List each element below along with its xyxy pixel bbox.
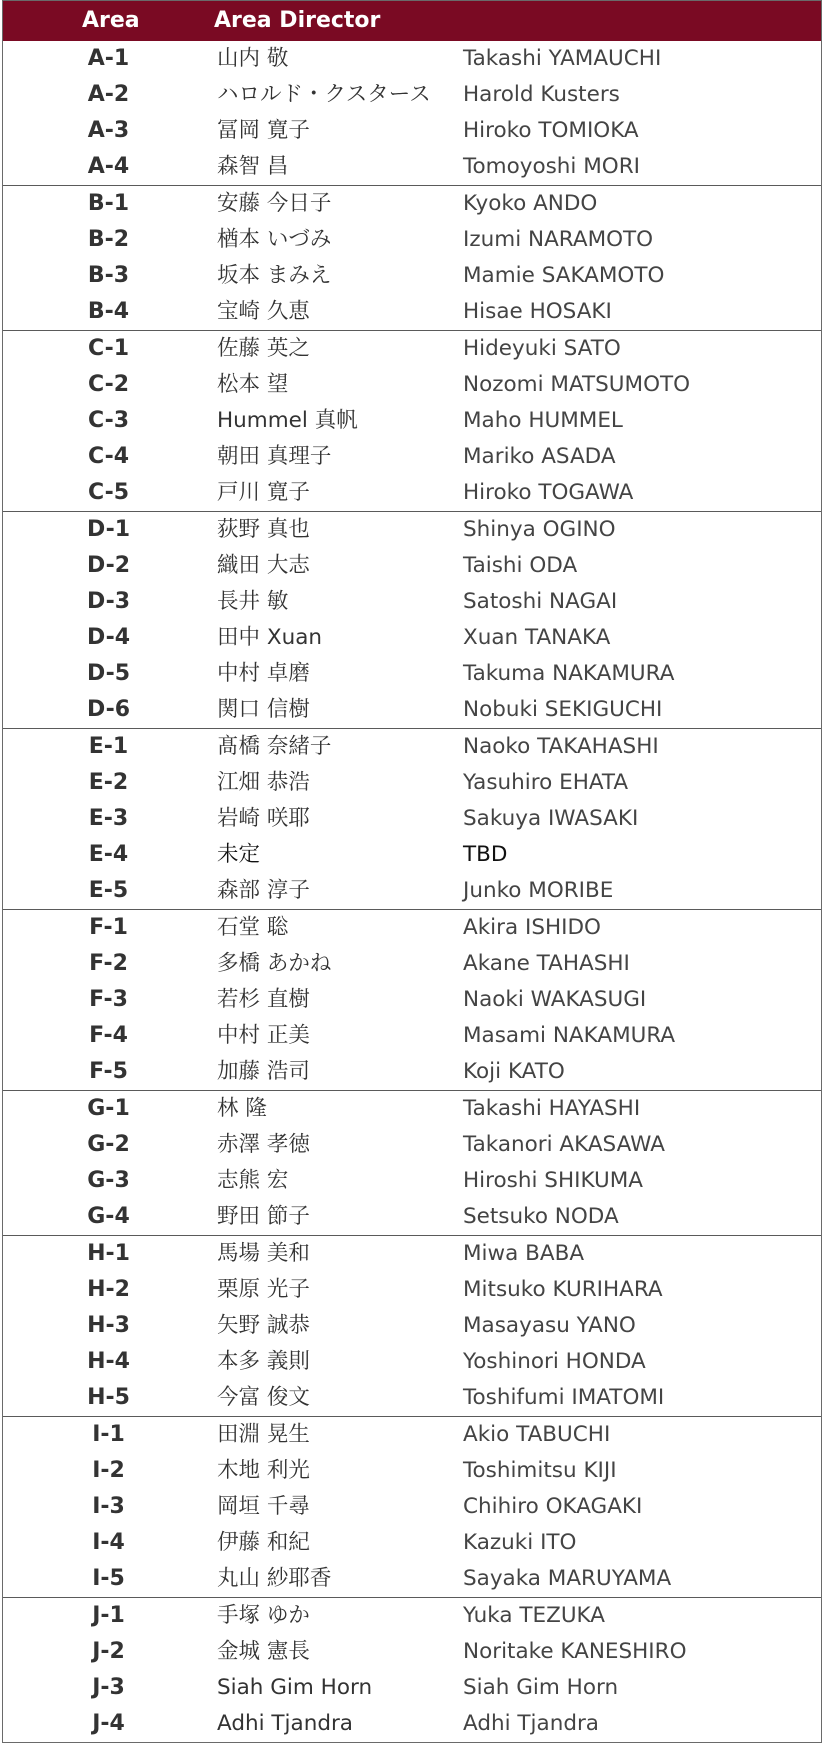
table-row (3, 1380, 821, 1416)
director-name-japanese: 朝田 真理子 (217, 444, 332, 469)
director-name-english: Akio TABUCHI (463, 1422, 611, 1447)
table-row (3, 41, 821, 77)
director-name-japanese: 岩崎 咲耶 (217, 806, 310, 831)
director-name-english: Hisae HOSAKI (463, 299, 612, 324)
table-row (3, 512, 821, 548)
table-row (3, 331, 821, 367)
area-code: I-3 (92, 1494, 125, 1519)
director-name-japanese: 伊藤 和紀 (217, 1530, 310, 1555)
area-code: E-2 (88, 770, 129, 795)
director-name-english: Setsuko NODA (463, 1204, 619, 1229)
director-name-english: Shinya OGINO (463, 517, 616, 542)
table-row (3, 186, 821, 222)
director-name-english: Mariko ASADA (463, 444, 616, 469)
director-name-english: Toshimitsu KIJI (463, 1458, 617, 1483)
table-row (3, 692, 821, 728)
table-row (3, 1417, 821, 1453)
table-row (3, 1018, 821, 1054)
director-name-english: Tomoyoshi MORI (463, 154, 640, 179)
table-row (3, 77, 821, 113)
area-group (3, 1416, 821, 1597)
table-row (3, 1127, 821, 1163)
area-code: I-4 (92, 1530, 125, 1555)
area-group (3, 41, 821, 185)
area-code: D-5 (86, 661, 131, 686)
director-name-english: Adhi Tjandra (463, 1711, 599, 1736)
director-name-japanese: 金城 憲長 (217, 1639, 310, 1664)
director-name-english: Yoshinori HONDA (463, 1349, 646, 1374)
area-code: E-4 (88, 842, 129, 867)
area-director-table (2, 0, 822, 1743)
director-name-japanese: 田中 Xuan (217, 625, 322, 650)
director-name-english: Naoki WAKASUGI (463, 987, 647, 1012)
area-code: A-4 (87, 154, 130, 179)
table-row (3, 620, 821, 656)
table-row (3, 1489, 821, 1525)
area-group (3, 728, 821, 909)
area-code: B-1 (87, 191, 130, 216)
director-name-english: Izumi NARAMOTO (463, 227, 654, 252)
table-body (3, 41, 821, 1742)
director-name-english: Mamie SAKAMOTO (463, 263, 665, 288)
area-code: B-2 (87, 227, 130, 252)
table-row (3, 403, 821, 439)
director-name-english: Masayasu YANO (463, 1313, 636, 1338)
director-name-japanese: 坂本 まみえ (217, 263, 332, 288)
area-code: H-4 (87, 1349, 130, 1374)
area-code: D-2 (86, 553, 131, 578)
table-row (3, 294, 821, 330)
area-code: F-2 (89, 951, 128, 976)
area-code: A-2 (87, 82, 130, 107)
table-row (3, 873, 821, 909)
area-code: H-3 (87, 1313, 130, 1338)
area-code: B-4 (87, 299, 130, 324)
area-code: I-5 (92, 1566, 125, 1591)
director-name-japanese: 森部 淳子 (217, 878, 310, 903)
area-group (3, 511, 821, 728)
area-code: E-5 (88, 878, 129, 903)
director-name-english: Toshifumi IMATOMI (463, 1385, 665, 1410)
area-group (3, 909, 821, 1090)
table-row (3, 1163, 821, 1199)
director-name-japanese: 矢野 誠恭 (217, 1313, 310, 1338)
director-name-japanese: 志熊 宏 (217, 1168, 289, 1193)
director-name-english: Nobuki SEKIGUCHI (463, 697, 663, 722)
table-row (3, 729, 821, 765)
table-row (3, 1670, 821, 1706)
area-group (3, 1235, 821, 1416)
director-name-english: Hideyuki SATO (463, 336, 621, 361)
table-row (3, 1525, 821, 1561)
area-code: J-3 (92, 1675, 125, 1700)
area-code: H-1 (87, 1241, 130, 1266)
director-name-japanese: 栗原 光子 (217, 1277, 310, 1302)
table-row (3, 584, 821, 620)
area-code: D-6 (86, 697, 131, 722)
director-name-japanese: 加藤 浩司 (217, 1059, 310, 1084)
table-row (3, 439, 821, 475)
director-name-japanese: 宝崎 久恵 (217, 299, 310, 324)
area-code: E-3 (88, 806, 129, 831)
area-code: J-2 (92, 1639, 125, 1664)
director-name-english: Hiroshi SHIKUMA (463, 1168, 643, 1193)
director-name-english: Sakuya IWASAKI (463, 806, 639, 831)
table-row (3, 548, 821, 584)
area-code: C-5 (87, 480, 130, 505)
director-name-english: Nozomi MATSUMOTO (463, 372, 691, 397)
area-code: F-1 (89, 915, 128, 940)
director-name-japanese: 赤澤 孝徳 (217, 1132, 310, 1157)
header-area-label: Area (82, 8, 140, 33)
director-name-english: TBD (463, 842, 508, 867)
director-name-english: Hiroko TOMIOKA (463, 118, 639, 143)
area-code: G-2 (87, 1132, 130, 1157)
director-name-english: Masami NAKAMURA (463, 1023, 676, 1048)
director-name-japanese: Hummel 真帆 (217, 408, 358, 433)
director-name-english: Siah Gim Horn (463, 1675, 619, 1700)
table-row (3, 1706, 821, 1742)
director-name-japanese: ハロルド・クスタース (217, 82, 431, 107)
director-name-english: Akane TAHASHI (463, 951, 630, 976)
director-name-japanese: 安藤 今日子 (217, 191, 332, 216)
director-name-japanese: 楢本 いづみ (217, 227, 332, 252)
table-row (3, 837, 821, 873)
table-row (3, 113, 821, 149)
area-code: G-1 (87, 1096, 130, 1121)
area-group (3, 330, 821, 511)
table-row (3, 1091, 821, 1127)
table-row (3, 1236, 821, 1272)
area-code: F-3 (89, 987, 128, 1012)
director-name-english: Xuan TANAKA (463, 625, 611, 650)
area-code: C-2 (87, 372, 130, 397)
area-code: H-5 (87, 1385, 130, 1410)
director-name-japanese: 林 隆 (217, 1096, 267, 1121)
area-code: D-4 (86, 625, 131, 650)
director-name-japanese: 未定 (217, 842, 261, 867)
director-name-english: Takuma NAKAMURA (463, 661, 675, 686)
area-code: F-4 (89, 1023, 128, 1048)
director-name-japanese: 長井 敏 (217, 589, 289, 614)
director-name-english: Kazuki ITO (463, 1530, 577, 1555)
director-name-english: Naoko TAKAHASHI (463, 734, 659, 759)
director-name-japanese: 山内 敬 (217, 46, 289, 71)
table-row (3, 656, 821, 692)
area-code: D-3 (86, 589, 131, 614)
director-name-japanese: 佐藤 英之 (217, 336, 310, 361)
area-code: J-1 (92, 1603, 125, 1628)
table-row (3, 1054, 821, 1090)
director-name-japanese: 田淵 晃生 (217, 1422, 310, 1447)
director-name-japanese: 手塚 ゆか (217, 1603, 310, 1628)
director-name-english: Yuka TEZUKA (463, 1603, 605, 1628)
area-group (3, 185, 821, 330)
table-row (3, 1272, 821, 1308)
area-code: G-3 (87, 1168, 130, 1193)
area-code: G-4 (87, 1204, 130, 1229)
area-code: A-3 (87, 118, 130, 143)
table-row (3, 1199, 821, 1235)
director-name-english: Harold Kusters (463, 82, 620, 107)
director-name-japanese: 今富 俊文 (217, 1385, 310, 1410)
director-name-english: Takanori AKASAWA (463, 1132, 665, 1157)
area-code: C-3 (87, 408, 130, 433)
director-name-japanese: 丸山 紗耶香 (217, 1566, 332, 1591)
director-name-english: Chihiro OKAGAKI (463, 1494, 643, 1519)
table-row (3, 801, 821, 837)
area-code: C-4 (87, 444, 130, 469)
area-code: F-5 (89, 1059, 128, 1084)
table-row (3, 982, 821, 1018)
director-name-english: Maho HUMMEL (463, 408, 623, 433)
area-group (3, 1597, 821, 1742)
director-name-english: Koji KATO (463, 1059, 565, 1084)
table-row (3, 1598, 821, 1634)
table-row (3, 222, 821, 258)
director-name-japanese: 荻野 真也 (217, 517, 310, 542)
director-name-english: Sayaka MARUYAMA (463, 1566, 672, 1591)
director-name-japanese: 関口 信樹 (217, 697, 310, 722)
area-code: E-1 (88, 734, 129, 759)
director-name-japanese: 野田 節子 (217, 1204, 310, 1229)
director-name-english: Hiroko TOGAWA (463, 480, 634, 505)
director-name-japanese: Adhi Tjandra (217, 1711, 353, 1736)
table-row (3, 910, 821, 946)
area-code: D-1 (86, 517, 131, 542)
director-name-english: Miwa BABA (463, 1241, 585, 1266)
director-name-english: Takashi HAYASHI (463, 1096, 641, 1121)
area-code: B-3 (87, 263, 130, 288)
area-group (3, 1090, 821, 1235)
director-name-japanese: 多橋 あかね (217, 951, 332, 976)
table-row (3, 258, 821, 294)
director-name-japanese: 森智 昌 (217, 154, 289, 179)
director-name-japanese: 冨岡 寛子 (217, 118, 310, 143)
table-row (3, 1634, 821, 1670)
director-name-japanese: 岡垣 千尋 (217, 1494, 310, 1519)
table-row (3, 367, 821, 403)
director-name-english: Mitsuko KURIHARA (463, 1277, 663, 1302)
director-name-japanese: 本多 義則 (217, 1349, 310, 1374)
director-name-japanese: 馬場 美和 (217, 1241, 310, 1266)
table-row (3, 946, 821, 982)
director-name-japanese: Siah Gim Horn (217, 1675, 373, 1700)
table-row (3, 1344, 821, 1380)
area-code: C-1 (87, 336, 130, 361)
director-name-english: Akira ISHIDO (463, 915, 601, 940)
director-name-japanese: 中村 正美 (217, 1023, 310, 1048)
director-name-english: Kyoko ANDO (463, 191, 598, 216)
area-code: H-2 (87, 1277, 130, 1302)
table-header (3, 1, 821, 41)
table-row (3, 149, 821, 185)
area-code: J-4 (92, 1711, 125, 1736)
table-row (3, 1561, 821, 1597)
director-name-japanese: 若杉 直樹 (217, 987, 310, 1012)
director-name-japanese: 木地 利光 (217, 1458, 310, 1483)
table-row (3, 475, 821, 511)
table-row (3, 1308, 821, 1344)
table-row (3, 1453, 821, 1489)
director-name-japanese: 髙橋 奈緒子 (217, 734, 332, 759)
header-director-label: Area Director (214, 8, 381, 33)
area-code: I-2 (92, 1458, 125, 1483)
director-name-japanese: 中村 卓磨 (217, 661, 310, 686)
director-name-japanese: 戸川 寛子 (217, 480, 310, 505)
table-row (3, 765, 821, 801)
director-name-english: Noritake KANESHIRO (463, 1639, 687, 1664)
director-name-english: Junko MORIBE (463, 878, 614, 903)
director-name-japanese: 江畑 恭浩 (217, 770, 310, 795)
area-code: A-1 (87, 46, 130, 71)
director-name-japanese: 織田 大志 (217, 553, 310, 578)
director-name-japanese: 石堂 聡 (217, 915, 289, 940)
director-name-japanese: 松本 望 (217, 372, 289, 397)
area-code: I-1 (92, 1422, 125, 1447)
director-name-english: Takashi YAMAUCHI (463, 46, 662, 71)
director-name-english: Taishi ODA (463, 553, 578, 578)
director-name-english: Satoshi NAGAI (463, 589, 618, 614)
director-name-english: Yasuhiro EHATA (463, 770, 629, 795)
